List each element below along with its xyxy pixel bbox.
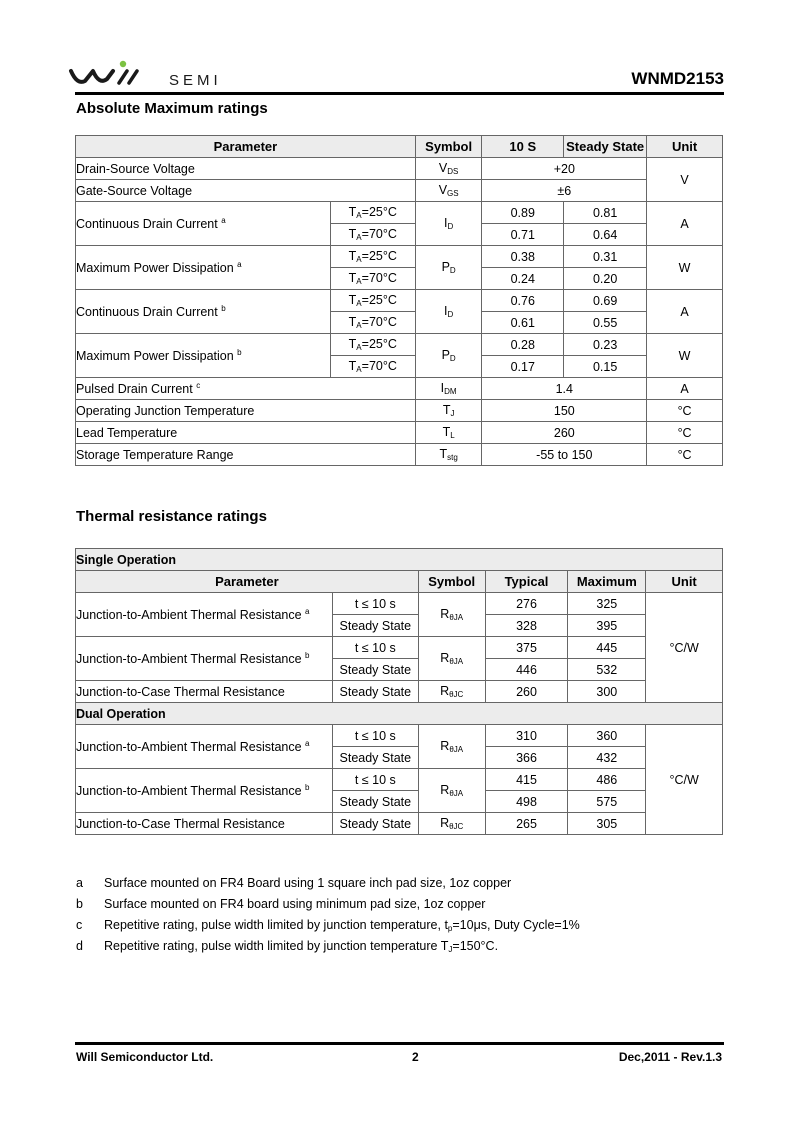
col-symbol: Symbol [415,136,482,158]
table-row: $T_A=70^\circ C$ 0.71 0.64 [76,224,723,246]
footnote-d: d Repetitive rating, pulse width limited by junction temperature $T_J=150^\circ C$. [76,939,499,954]
page-header [75,55,724,95]
abs-max-title: Absolute Maximum ratings [76,100,268,117]
table-row: Maximum Power Dissipation $^b$ $T_A=25^\circ C$ $P_D$ 0.28 0.23 W [76,334,723,356]
table-row: Junction-to-Case Thermal Resistance Steady State $R_{\theta JC}$ 265 305 [76,813,723,835]
table-row: Steady State 446 532 [76,659,723,681]
footnote-b: b Surface mounted on FR4 board using minimum pad size, 1oz copper [76,897,486,911]
dual-operation-row: Dual Operation [76,703,723,725]
thermal-table [75,548,723,835]
table-row: Maximum Power Dissipation $^a$ $T_A=25^\circ C$ $P_D$ 0.38 0.31 W [76,246,723,268]
col-parameter: Parameter [76,136,416,158]
table-row: Drain-Source Voltage $V_{DS}$ +20 V [76,158,723,180]
footnote-c: c Repetitive rating, pulse width limited by junction temperature, $t_p=10\mu s$, Duty Cycle=1% [76,918,580,933]
svg-text:SEMI: SEMI [169,72,222,89]
table-row: Storage Temperature Range $T_{stg}$ -55 to 150 °C [76,444,723,466]
single-operation-row: Single Operation [76,549,723,571]
table-row: Pulsed Drain Current $^c$ $I_{DM}$ 1.4 A [76,378,723,400]
footnotes [76,876,580,960]
thermal-title: Thermal resistance ratings [76,508,267,525]
abs-max-table [75,135,723,466]
table-row: Junction-to-Ambient Thermal Resistance $^b$ t ≤ 10 s $R_{\theta JA}$ 375 445 [76,637,723,659]
table-row: Gate-Source Voltage $V_{GS}$ ±6 [76,180,723,202]
revision-info: Dec,2011 - Rev.1.3 [618,1050,722,1064]
table-row: Continuous Drain Current $^a$ $T_A=25^\circ C$ $I_D$ 0.89 0.81 A [76,202,723,224]
table-row: $T_A=70^\circ C$ 0.61 0.55 [76,312,723,334]
page-footer [75,1042,724,1064]
table-row: Steady State 366 432 [76,747,723,769]
table-row: Continuous Drain Current $^b$ $T_A=25^\circ C$ $I_D$ 0.76 0.69 A [76,290,723,312]
footnote-a: a Surface mounted on FR4 Board using 1 square inch pad size, 1oz copper [76,876,512,890]
table-header-row [76,136,723,158]
table-row: $T_A=70^\circ C$ 0.17 0.15 [76,356,723,378]
page-number: 2 [412,1050,419,1064]
will-logo-icon [67,59,257,89]
col-10s: 10 S [482,136,564,158]
col-steady-state: Steady State [564,136,647,158]
table-row: Junction-to-Case Thermal Resistance Steady State $R_{\theta JC}$ 260 300 [76,681,723,703]
table-row: Operating Junction Temperature $T_J$ 150 °C [76,400,723,422]
will-semi-logo [67,59,257,89]
table-row: Steady State 328 395 [76,615,723,637]
part-number: WNMD2153 [631,69,724,88]
table-row: Steady State 498 575 [76,791,723,813]
table-row: Lead Temperature $T_L$ 260 °C [76,422,723,444]
table-row: Junction-to-Ambient Thermal Resistance $^a$ t ≤ 10 s $R_{\theta JA}$ 276 325 °C/W [76,593,723,615]
table-row: Junction-to-Ambient Thermal Resistance $^b$ t ≤ 10 s $R_{\theta JA}$ 415 486 [76,769,723,791]
company-name: Will Semiconductor Ltd. [76,1050,214,1064]
table-row: $T_A=70^\circ C$ 0.24 0.20 [76,268,723,290]
table-row: Junction-to-Ambient Thermal Resistance $^a$ t ≤ 10 s $R_{\theta JA}$ 310 360 °C/W [76,725,723,747]
table-header-row: Parameter Symbol Typical Maximum Unit [76,571,723,593]
col-unit: Unit [647,136,723,158]
